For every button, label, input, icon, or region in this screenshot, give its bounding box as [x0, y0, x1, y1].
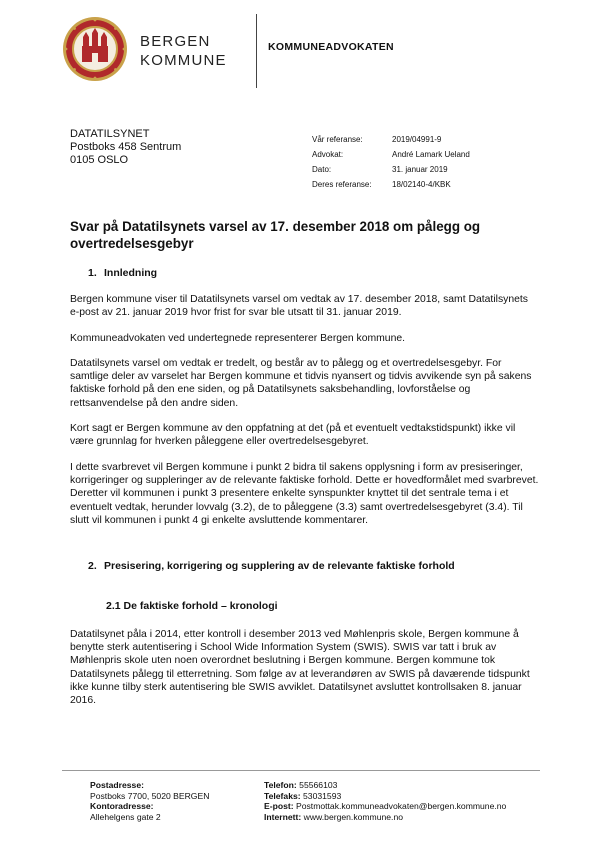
- meta-label: Vår referanse:: [312, 135, 363, 144]
- meta-row: [312, 132, 470, 147]
- meta-value: 31. januar 2019: [392, 165, 448, 174]
- footer-office-label: Kontoradresse:: [90, 801, 154, 812]
- meta-value: 2019/04991-9: [392, 135, 442, 144]
- footer-fax-value: 53031593: [303, 790, 342, 801]
- recipient-name: DATATILSYNET: [70, 128, 150, 140]
- meta-value: André Lamark Ueland: [392, 150, 470, 159]
- bergen-coat-of-arms-logo: [62, 16, 128, 82]
- footer-divider: [62, 770, 540, 771]
- section-label: Presisering, korrigering og supplering av de relevante faktiske forhold: [104, 560, 455, 572]
- footer-email-label: E-post:: [264, 801, 294, 812]
- paragraph-1: Bergen kommune viser til Datatilsynets varsel om vedtak av 17. desember 2018, samt Datatilsynets e-post av 21. januar 2019 hvor frist for svar ble utsatt til 31. januar 2019.: [70, 294, 528, 319]
- brand-line2: KOMMUNE: [140, 52, 227, 69]
- meta-value: 18/02140-4/KBK: [392, 180, 451, 189]
- section-number: 2.: [88, 560, 97, 572]
- department-name: KOMMUNEADVOKATEN: [268, 41, 394, 53]
- footer-web-link[interactable]: www.bergen.kommune.no: [303, 811, 403, 822]
- recipient-street: Postboks 458 Sentrum: [70, 141, 182, 153]
- header-divider: [256, 14, 257, 88]
- paragraph-2: Kommuneadvokaten ved undertegnede representerer Bergen kommune.: [70, 333, 406, 344]
- section-label: Innledning: [104, 267, 158, 279]
- meta-row: [312, 177, 470, 192]
- section-number: 1.: [88, 267, 97, 279]
- letter-title: Svar på Datatilsynets varsel av 17. desember 2018 om pålegg og overtredelsesgebyr: [70, 219, 481, 251]
- meta-label: Deres referanse:: [312, 180, 372, 189]
- subsection-heading-2-1: 2.1 De faktiske forhold – kronologi: [106, 600, 278, 612]
- meta-label: Advokat:: [312, 150, 344, 159]
- footer-phone-value: 55566103: [299, 780, 338, 790]
- meta-label: Dato:: [312, 165, 332, 174]
- footer-office-value: Allehelgens gate 2: [90, 811, 161, 822]
- paragraph-6: Datatilsynet påla i 2014, etter kontroll i desember 2013 ved Møhlenpris skole, Bergen kommune å benytte sterk autentisering i School Wide Information System (SWIS). SWIS var tatt i bruk av Møhlenpris skole uten noen overordnet beslutning i Bergen kommune. Bergen kommune tok Datatilsynets pålegg til etterretning. Som følge av at leverandøren av SWIS på daværende tidspunkt ikke kunne tilby sterk autentisering ble SWIS avviklet. Datatilsynet avsluttet kontrollsaken 8. januar 2016.: [70, 629, 530, 707]
- recipient-city: 0105 OSLO: [70, 154, 129, 166]
- footer-web-label: Internett:: [264, 811, 302, 822]
- footer-phone-label: Telefon:: [264, 780, 297, 790]
- section-heading-1: [88, 267, 157, 279]
- footer-contact: [264, 780, 506, 822]
- recipient-address: [70, 128, 181, 167]
- brand-line1: BERGEN: [140, 33, 211, 50]
- paragraph-3: Datatilsynets varsel om vedtak er tredelt, og består av to pålegg og et overtredelsesgebyr. For samtlige deler av varselet har Bergen kommune et tidvis nyansert og tidvis avvikende syn på sakens faktiske forhold på den ene siden, og på Datatilsynets saksbehandling, lovforståelse og rettsanvendelse på den andre siden.: [70, 358, 532, 409]
- paragraph-4: Kort sagt er Bergen kommune av den oppfatning at det (på et eventuelt vedtakstidspunkt) ikke vil være grunnlag for hverken påleggene eller overtredelsesgebyret.: [70, 423, 516, 448]
- reference-table: [312, 132, 470, 192]
- meta-row: [312, 162, 470, 177]
- footer-fax-label: Telefaks:: [264, 790, 301, 801]
- meta-row: [312, 147, 470, 162]
- footer-post-label: Postadresse:: [90, 780, 144, 790]
- footer-post-value: Postboks 7700, 5020 BERGEN: [90, 790, 210, 801]
- section-heading-2: [88, 560, 455, 572]
- footer-postal: [90, 780, 209, 822]
- paragraph-5: I dette svarbrevet vil Bergen kommune i punkt 2 bidra til sakens opplysning i form av presiseringer, korrigeringer og suppleringer av de relevante faktiske forhold. Dette er hovedformålet med svarbrevet. Deretter vil kommunen i punkt 3 presentere enkelte synspunkter knyttet til det sentrale tema i et eventuelt vedtak, herunder lovvalg (3.2), de to påleggene (3.3) samt overtredelsesgebyret (3.4). Til slutt vil kommunen i punkt 4 gi enkelte avsluttende kommentarer.: [70, 462, 539, 526]
- brand-name: [140, 32, 227, 70]
- footer-email-link[interactable]: Postmottak.kommuneadvokaten@bergen.kommune.no: [296, 801, 507, 812]
